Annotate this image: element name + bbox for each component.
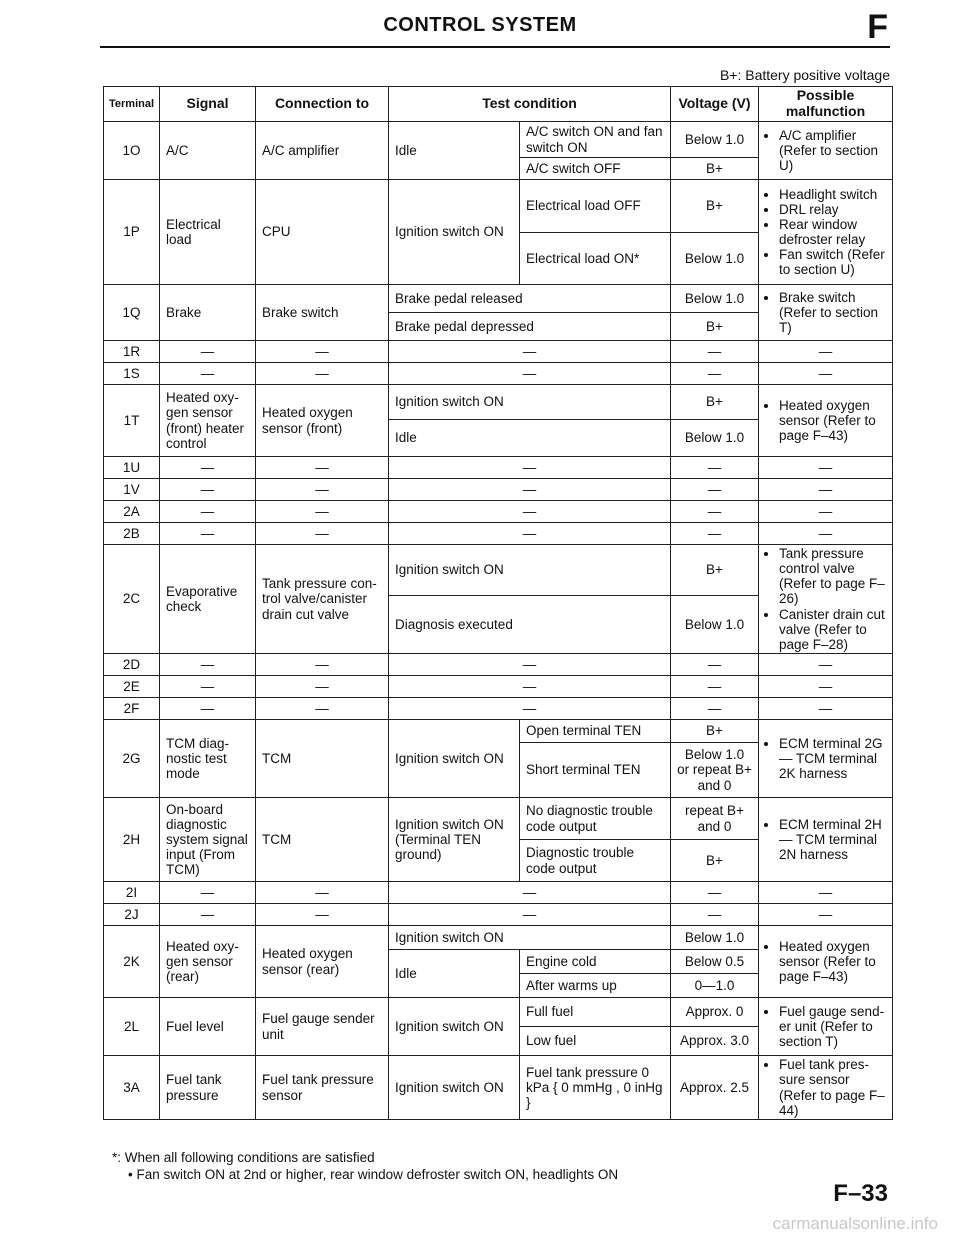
table-row — [104, 676, 893, 698]
terminal-cell: 1T — [104, 385, 160, 457]
condition-cell: Ignition switch ON — [389, 545, 671, 596]
empty-cell: — — [389, 882, 671, 904]
voltage-cell: Below 1.0 — [671, 233, 759, 285]
condition-cell: Ignition switch ON (Terminal TEN ground) — [389, 798, 520, 882]
empty-cell: — — [671, 654, 759, 676]
connection-cell: TCM — [256, 720, 389, 798]
empty-cell: — — [759, 654, 893, 676]
subcondition-cell: Electrical load ON* — [520, 233, 671, 285]
empty-cell: — — [160, 341, 256, 363]
voltage-cell: B+ — [671, 720, 759, 743]
empty-cell: — — [671, 479, 759, 501]
subcondition-cell: Short terminal TEN — [520, 743, 671, 798]
table-row — [104, 654, 893, 676]
voltage-cell: repeat B+ and 0 — [671, 798, 759, 840]
voltage-cell: Below 1.0 — [671, 926, 759, 950]
malfunction-cell — [759, 385, 893, 457]
subcondition-cell: Fuel tank pressure 0 kPa { 0 mmHg , 0 inHg } — [520, 1056, 671, 1120]
empty-cell: — — [389, 341, 671, 363]
table-row — [104, 523, 893, 545]
signal-cell: On-board diagnostic system signal input (From TCM) — [160, 798, 256, 882]
table-row — [104, 457, 893, 479]
empty-cell: — — [160, 479, 256, 501]
empty-cell: — — [759, 341, 893, 363]
terminal-cell: 2H — [104, 798, 160, 882]
empty-cell: — — [389, 501, 671, 523]
malfunction-item: • Brake switch (Refer to section T) — [779, 290, 886, 335]
terminal-cell: 2L — [104, 998, 160, 1056]
condition-cell: Brake pedal depressed — [389, 313, 671, 341]
connection-cell: Brake switch — [256, 285, 389, 341]
connection-cell: TCM — [256, 798, 389, 882]
signal-cell: TCM diag- nostic test mode — [160, 720, 256, 798]
voltage-cell: B+ — [671, 840, 759, 882]
voltage-cell: B+ — [671, 313, 759, 341]
voltage-cell: Below 1.0 — [671, 596, 759, 654]
terminal-cell: 2E — [104, 676, 160, 698]
signal-cell: Heated oxy- gen sensor (front) heater control — [160, 385, 256, 457]
subcondition-cell: A/C switch ON and fan switch ON — [520, 122, 671, 158]
empty-cell: — — [759, 523, 893, 545]
terminal-cell: 2F — [104, 698, 160, 720]
table-row — [104, 904, 893, 926]
signal-cell: Electrical load — [160, 180, 256, 285]
voltage-cell: Below 1.0 — [671, 122, 759, 158]
terminal-cell: 2A — [104, 501, 160, 523]
malfunction-item: • Canister drain cut valve (Refer to page F–28) — [779, 607, 886, 652]
condition-cell: Ignition switch ON — [389, 926, 671, 950]
empty-cell: — — [389, 479, 671, 501]
voltage-cell: Below 0.5 — [671, 950, 759, 974]
section-letter: F — [867, 8, 888, 46]
empty-cell: — — [160, 882, 256, 904]
table-row — [104, 363, 893, 385]
connection-cell: Heated oxygen sensor (rear) — [256, 926, 389, 998]
malfunction-item: • ECM terminal 2H — TCM terminal 2N harness — [779, 817, 886, 862]
empty-cell: — — [256, 904, 389, 926]
empty-cell: — — [389, 904, 671, 926]
empty-cell: — — [256, 654, 389, 676]
malfunction-item: • Fuel tank pres- sure sensor (Refer to page F–44) — [779, 1057, 886, 1117]
condition-cell: Idle — [389, 420, 671, 457]
voltage-cell: Approx. 3.0 — [671, 1027, 759, 1056]
empty-cell: — — [759, 676, 893, 698]
voltage-cell: B+ — [671, 385, 759, 420]
watermark: carmanualsonline.info — [772, 1214, 938, 1233]
page-title: CONTROL SYSTEM — [383, 14, 577, 36]
col-header-malfunction: Possible malfunction — [759, 87, 893, 122]
voltage-cell: Below 1.0 or repeat B+ and 0 — [671, 743, 759, 798]
terminal-cell: 2K — [104, 926, 160, 998]
signal-cell: Fuel tank pressure — [160, 1056, 256, 1120]
empty-cell: — — [671, 904, 759, 926]
empty-cell: — — [759, 882, 893, 904]
malfunction-item: • ECM terminal 2G — TCM terminal 2K harness — [779, 736, 886, 781]
table-row — [104, 180, 893, 233]
terminal-cell: 1U — [104, 457, 160, 479]
terminal-cell: 2B — [104, 523, 160, 545]
malfunction-cell — [759, 285, 893, 341]
subcondition-cell: Electrical load OFF — [520, 180, 671, 233]
terminal-cell: 1P — [104, 180, 160, 285]
connection-cell: Fuel tank pressure sensor — [256, 1056, 389, 1120]
empty-cell: — — [389, 676, 671, 698]
legend-note: B+: Battery positive voltage — [719, 67, 890, 83]
malfunction-item: • DRL relay — [779, 202, 886, 217]
malfunction-cell — [759, 720, 893, 798]
empty-cell: — — [671, 882, 759, 904]
empty-cell: — — [389, 363, 671, 385]
malfunction-cell — [759, 798, 893, 882]
condition-cell: Ignition switch ON — [389, 385, 671, 420]
condition-cell: Idle — [389, 950, 520, 998]
voltage-cell: B+ — [671, 545, 759, 596]
terminal-cell: 1R — [104, 341, 160, 363]
condition-cell: Idle — [389, 122, 520, 180]
terminal-voltage-table — [103, 86, 893, 1120]
table-row — [104, 798, 893, 840]
subcondition-cell: Diagnostic trouble code output — [520, 840, 671, 882]
empty-cell: — — [389, 457, 671, 479]
condition-cell: Ignition switch ON — [389, 998, 520, 1056]
empty-cell: — — [256, 882, 389, 904]
terminal-cell: 2J — [104, 904, 160, 926]
col-header-terminal: Terminal — [104, 87, 160, 122]
condition-cell: Ignition switch ON — [389, 1056, 520, 1120]
col-header-test-condition: Test condition — [389, 87, 671, 122]
subcondition-cell: Full fuel — [520, 998, 671, 1027]
table-row — [104, 501, 893, 523]
header-row — [104, 87, 893, 122]
table-row — [104, 341, 893, 363]
malfunction-cell — [759, 122, 893, 180]
table-row — [104, 479, 893, 501]
empty-cell: — — [671, 501, 759, 523]
empty-cell: — — [759, 363, 893, 385]
col-header-voltage: Voltage (V) — [671, 87, 759, 122]
footnote-line: *: When all following conditions are satisfied — [112, 1150, 375, 1165]
malfunction-cell — [759, 926, 893, 998]
empty-cell: — — [256, 698, 389, 720]
terminal-cell: 1V — [104, 479, 160, 501]
empty-cell: — — [671, 341, 759, 363]
table-row — [104, 285, 893, 313]
empty-cell: — — [256, 501, 389, 523]
malfunction-item: • Fan switch (Refer to section U) — [779, 247, 886, 277]
empty-cell: — — [256, 341, 389, 363]
empty-cell: — — [671, 698, 759, 720]
empty-cell: — — [160, 523, 256, 545]
terminal-cell: 1Q — [104, 285, 160, 341]
connection-cell: CPU — [256, 180, 389, 285]
malfunction-cell — [759, 1056, 893, 1120]
col-header-connection: Connection to — [256, 87, 389, 122]
empty-cell: — — [256, 676, 389, 698]
terminal-cell: 2I — [104, 882, 160, 904]
terminal-cell: 3A — [104, 1056, 160, 1120]
empty-cell: — — [671, 363, 759, 385]
malfunction-cell — [759, 998, 893, 1056]
condition-cell: Brake pedal released — [389, 285, 671, 313]
connection-cell: A/C amplifier — [256, 122, 389, 180]
table-row — [104, 998, 893, 1027]
col-header-signal: Signal — [160, 87, 256, 122]
malfunction-item: • Fuel gauge send- er unit (Refer to section T) — [779, 1004, 886, 1049]
table-row — [104, 122, 893, 158]
footnote-line: • Fan switch ON at 2nd or higher, rear window defroster switch ON, headlights ON — [128, 1166, 619, 1182]
malfunction-item: • Rear window defroster relay — [779, 217, 886, 247]
condition-cell: Ignition switch ON — [389, 180, 520, 285]
voltage-cell: B+ — [671, 180, 759, 233]
condition-cell: Ignition switch ON — [389, 720, 520, 798]
terminal-cell: 1O — [104, 122, 160, 180]
empty-cell: — — [759, 904, 893, 926]
connection-cell: Fuel gauge sender unit — [256, 998, 389, 1056]
connection-cell: Tank pressure con- trol valve/canister drain cut valve — [256, 545, 389, 654]
empty-cell: — — [671, 457, 759, 479]
malfunction-item: • Tank pressure control valve (Refer to page F–26) — [779, 546, 886, 606]
terminal-cell: 2C — [104, 545, 160, 654]
empty-cell: — — [160, 904, 256, 926]
empty-cell: — — [389, 698, 671, 720]
signal-cell: A/C — [160, 122, 256, 180]
voltage-cell: Approx. 2.5 — [671, 1056, 759, 1120]
empty-cell: — — [160, 654, 256, 676]
subcondition-cell: No diagnostic trouble code output — [520, 798, 671, 840]
subcondition-cell: After warms up — [520, 974, 671, 998]
terminal-cell: 2D — [104, 654, 160, 676]
empty-cell: — — [759, 479, 893, 501]
terminal-cell: 2G — [104, 720, 160, 798]
voltage-cell: 0—1.0 — [671, 974, 759, 998]
empty-cell: — — [256, 479, 389, 501]
signal-cell: Heated oxy- gen sensor (rear) — [160, 926, 256, 998]
empty-cell: — — [256, 457, 389, 479]
table-row — [104, 698, 893, 720]
subcondition-cell: Open terminal TEN — [520, 720, 671, 743]
title-divider — [100, 46, 890, 48]
empty-cell: — — [759, 501, 893, 523]
signal-cell: Evaporative check — [160, 545, 256, 654]
subcondition-cell: Engine cold — [520, 950, 671, 974]
page-number: F–33 — [833, 1180, 888, 1207]
empty-cell: — — [160, 698, 256, 720]
subcondition-cell: Low fuel — [520, 1027, 671, 1056]
subcondition-cell: A/C switch OFF — [520, 158, 671, 180]
malfunction-item: • Heated oxygen sensor (Refer to page F–43) — [779, 398, 886, 443]
signal-cell: Brake — [160, 285, 256, 341]
connection-cell: Heated oxygen sensor (front) — [256, 385, 389, 457]
table-row — [104, 882, 893, 904]
empty-cell: — — [160, 363, 256, 385]
table-row — [104, 1056, 893, 1120]
empty-cell: — — [671, 523, 759, 545]
empty-cell: — — [160, 676, 256, 698]
empty-cell: — — [160, 457, 256, 479]
signal-cell: Fuel level — [160, 998, 256, 1056]
empty-cell: — — [759, 457, 893, 479]
empty-cell: — — [256, 523, 389, 545]
empty-cell: — — [759, 698, 893, 720]
voltage-cell: B+ — [671, 158, 759, 180]
table-row — [104, 545, 893, 596]
malfunction-item: • Heated oxygen sensor (Refer to page F–43) — [779, 939, 886, 984]
empty-cell: — — [389, 654, 671, 676]
malfunction-item: • A/C amplifier (Refer to section U) — [779, 128, 886, 173]
table-row — [104, 926, 893, 950]
voltage-cell: Approx. 0 — [671, 998, 759, 1027]
empty-cell: — — [671, 676, 759, 698]
voltage-cell: Below 1.0 — [671, 285, 759, 313]
footnote — [112, 1150, 618, 1184]
table-row — [104, 385, 893, 420]
malfunction-cell — [759, 180, 893, 285]
empty-cell: — — [389, 523, 671, 545]
malfunction-item: • Headlight switch — [779, 187, 886, 202]
empty-cell: — — [160, 501, 256, 523]
malfunction-cell — [759, 545, 893, 654]
empty-cell: — — [256, 363, 389, 385]
condition-cell: Diagnosis executed — [389, 596, 671, 654]
voltage-cell: Below 1.0 — [671, 420, 759, 457]
table-row — [104, 720, 893, 743]
terminal-cell: 1S — [104, 363, 160, 385]
